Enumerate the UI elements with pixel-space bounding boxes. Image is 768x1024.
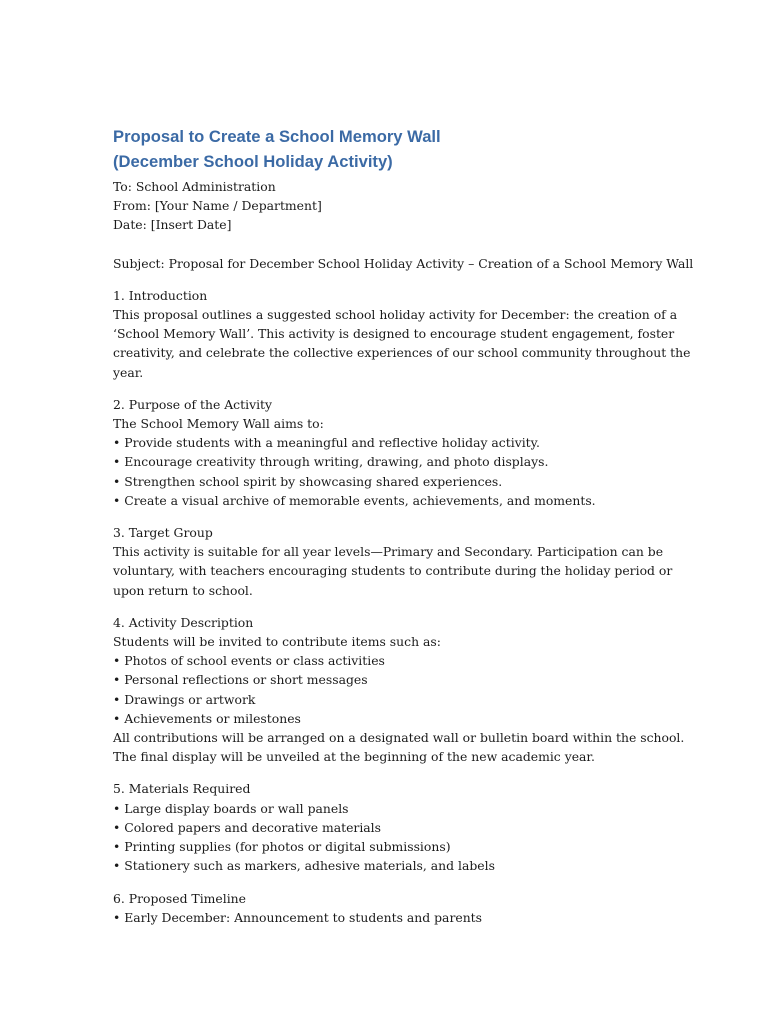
paragraph-line: year. — [113, 364, 144, 380]
section-heading: 5. Materials Required — [113, 781, 251, 797]
section-heading: 1. Introduction — [113, 287, 208, 303]
spacer — [113, 273, 673, 286]
memo-to: To: School Administration — [113, 179, 276, 194]
bullet-item: • Stationery such as markers, adhesive materials, and labels — [113, 858, 495, 874]
memo-header — [113, 177, 673, 235]
section-heading: 3. Target Group — [113, 525, 213, 541]
bullet-item: • Early December: Announcement to students and parents — [113, 909, 483, 925]
spacer — [113, 382, 673, 395]
paragraph-line: The final display will be unveiled at the beginning of the new academic year. — [113, 749, 595, 765]
section-target-group — [113, 523, 673, 600]
document-title — [113, 124, 673, 174]
bullet-item: • Colored papers and decorative materials — [113, 819, 382, 835]
section-materials — [113, 779, 673, 875]
paragraph-line: voluntary, with teachers encouraging students to contribute during the holiday period or — [113, 563, 673, 579]
memo-subject: Subject: Proposal for December School Holiday Activity – Creation of a School Memory Wall — [113, 255, 694, 271]
title-line-2: (December School Holiday Activity) — [113, 152, 393, 171]
section-heading: 4. Activity Description — [113, 614, 254, 630]
document-body — [113, 124, 694, 927]
paragraph-line: creativity, and celebrate the collective experiences of our school community throughout the — [113, 345, 691, 361]
bullet-item: • Provide students with a meaningful and reflective holiday activity. — [113, 435, 540, 451]
title-line-1: Proposal to Create a School Memory Wall — [113, 127, 441, 146]
spacer — [113, 510, 673, 523]
section-timeline — [113, 889, 673, 927]
section-heading: 6. Proposed Timeline — [113, 890, 246, 906]
spacer — [113, 876, 673, 889]
memo-from: From: [Your Name / Department] — [113, 198, 322, 214]
paragraph-line: Students will be invited to contribute items such as: — [113, 634, 441, 650]
paragraph-line: This activity is suitable for all year levels—Primary and Secondary. Participation can be — [113, 544, 664, 560]
spacer — [113, 766, 673, 779]
paragraph-line: The School Memory Wall aims to: — [113, 416, 324, 432]
paragraph-line: All contributions will be arranged on a designated wall or bulletin board within the school. — [113, 730, 685, 746]
bullet-item: • Large display boards or wall panels — [113, 800, 349, 816]
section-activity-description — [113, 613, 685, 767]
section-purpose — [113, 395, 673, 510]
paragraph-line: ‘School Memory Wall’. This activity is designed to encourage student engagement, foster — [113, 326, 675, 342]
bullet-item: • Achievements or milestones — [113, 710, 301, 726]
paragraph-line: upon return to school. — [113, 582, 253, 598]
spacer — [113, 600, 673, 613]
paragraph-line: This proposal outlines a suggested school holiday activity for December: the creation of a — [113, 307, 678, 323]
memo-date: Date: [Insert Date] — [113, 217, 232, 233]
bullet-item: • Printing supplies (for photos or digital submissions) — [113, 839, 451, 855]
section-introduction — [113, 286, 691, 382]
bullet-item: • Create a visual archive of memorable events, achievements, and moments. — [113, 492, 596, 508]
bullet-item: • Strengthen school spirit by showcasing shared experiences. — [113, 473, 503, 489]
bullet-item: • Personal reflections or short messages — [113, 672, 368, 688]
bullet-item: • Photos of school events or class activities — [113, 653, 385, 669]
bullet-item: • Encourage creativity through writing, drawing, and photo displays. — [113, 454, 549, 470]
spacer — [113, 235, 673, 254]
section-heading: 2. Purpose of the Activity — [113, 396, 273, 412]
bullet-item: • Drawings or artwork — [113, 691, 256, 707]
